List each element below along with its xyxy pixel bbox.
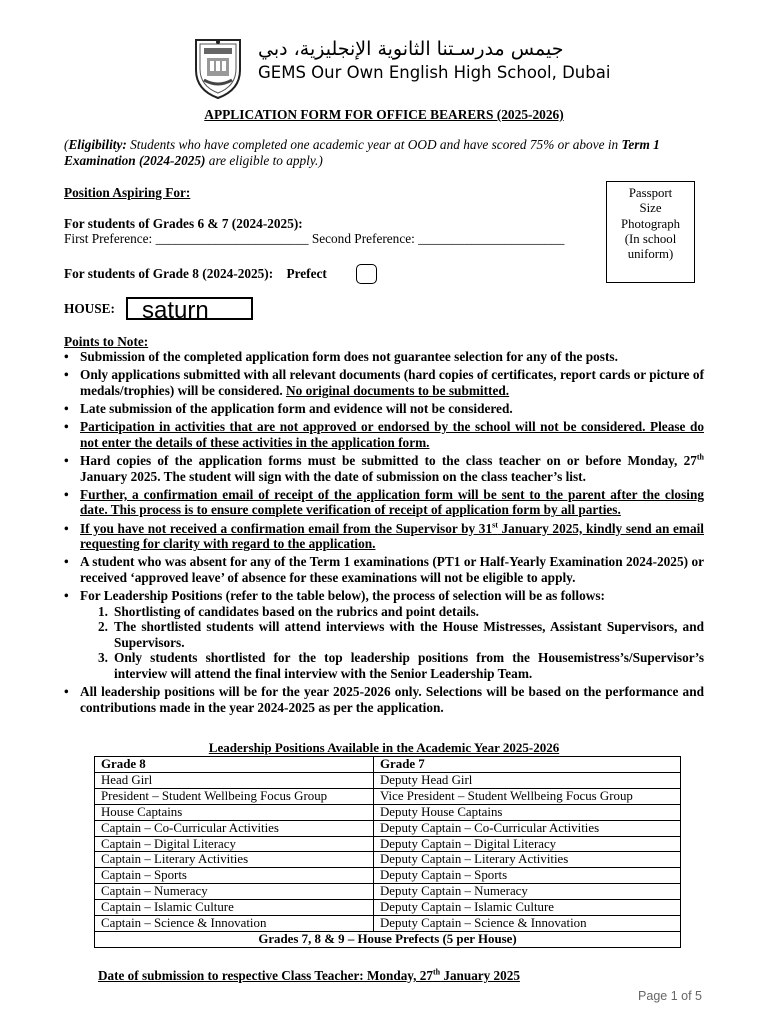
photo-box-line: (In school [624, 231, 677, 246]
eligibility-note: (Eligibility: Students who have completed one academic year at OOD and have scored 75% or above in Term 1 Examination (2024-2025) are eligible to apply.) [64, 137, 660, 168]
list-item: • Hard copies of the application forms must be submitted to the class teacher on or before Monday, 27th January 2025. The student will sign with the date of submission on the class teacher’s list. [64, 453, 704, 484]
table-row [95, 852, 681, 868]
points-list [64, 349, 704, 718]
photo-box-line: Photograph [620, 216, 680, 231]
list-item: • For Leadership Positions (refer to the table below), the process of selection will be as follows: 1. Shortlisting of candidates based on the rubrics and point details. 2. The shortlisted students will attend interviews with the House Mistresses, Assistant Supervisors, and Supervisors. 3. Only students shortlisted for the top leadership positions from the Housemistress’s/Supervisor’s interview will attend the final interview with the Senior Leadership Team. [64, 588, 704, 682]
points-heading: Points to Note: [64, 334, 149, 349]
table-cell: Captain – Science & Innovation [95, 916, 374, 932]
second-preference-label: Second Preference: [311, 231, 415, 246]
list-item: • Only applications submitted with all relevant documents (hard copies of certificates, report cards or picture of medals/trophies) will be considered. No original documents to be submitted. [64, 367, 704, 398]
table-cell: Deputy Captain – Islamic Culture [374, 900, 681, 916]
school-crest-icon [190, 36, 246, 100]
list-item: • Further, a confirmation email of receipt of the application form will be sent to the parent after the closing date. This process is to ensure complete verification of receipt of application form by all parties. [64, 487, 704, 518]
table-row [95, 884, 681, 900]
table-cell: Deputy Captain – Numeracy [374, 884, 681, 900]
list-item: • All leadership positions will be for the year 2025-2026 only. Selections will be based on the performance and contributions made in the year 2024-2025 as per the application. [64, 684, 704, 715]
list-item: • Participation in activities that are not approved or endorsed by the school will not be considered. Please do not enter the details of these activities in the application form. [64, 419, 704, 450]
selection-step: 1. Shortlisting of candidates based on the rubrics and point details. [98, 603, 479, 619]
house-label: HOUSE: [64, 301, 115, 316]
table-cell: Deputy Head Girl [374, 772, 681, 788]
prefect-checkbox[interactable] [356, 264, 377, 284]
table-row [95, 916, 681, 932]
grade-8-heading: For students of Grade 8 (2024-2025): [64, 266, 274, 281]
photo-box-line: uniform) [627, 247, 674, 262]
table-row [95, 900, 681, 916]
table-row [95, 788, 681, 804]
selection-step: 3. Only students shortlisted for the top leadership positions from the Housemistress’s/Supervisor’s interview will attend the final interview with the Senior Leadership Team. [98, 650, 704, 682]
table-row [95, 868, 681, 884]
grades-6-7-heading: For students of Grades 6 & 7 (2024-2025): [64, 216, 303, 231]
table-cell: Deputy Captain – Co-Curricular Activities [374, 820, 681, 836]
list-item: • A student who was absent for any of the Term 1 examinations (PT1 or Half-Yearly Examination 2024-2025) or received ‘approved leave’ of absence for these examinations will not be eligible to apply. [64, 554, 704, 585]
list-item: • Late submission of the application form and evidence will not be considered. [64, 401, 704, 417]
table-cell: House Captains [95, 804, 374, 820]
table-cell: Deputy Captain – Digital Literacy [374, 836, 681, 852]
table-cell: Deputy Captain – Sports [374, 868, 681, 884]
table-cell: Deputy Captain – Science & Innovation [374, 916, 681, 932]
column-header-grade-7: Grade 7 [374, 757, 681, 773]
selection-step: 2. The shortlisted students will attend interviews with the House Mistresses, Assistant Supervisors, and Supervisors. [98, 619, 704, 650]
table-row [95, 772, 681, 788]
school-name: GEMS Our Own English High School, Dubai [258, 63, 611, 82]
table-cell: Captain – Islamic Culture [95, 900, 374, 916]
school-name-arabic: جيمس مدرسـتنا الثانوية الإنجليزية، دبي [258, 38, 564, 60]
eligibility-term: Term 1 Examination (2024-2025) [64, 137, 660, 168]
photo-box-line: Size [639, 201, 662, 216]
house-input[interactable]: saturn [126, 297, 253, 320]
leadership-positions-table [94, 756, 681, 948]
photo-box-line: Passport [628, 186, 673, 200]
table-cell: President – Student Wellbeing Focus Group [95, 788, 374, 804]
table-footer-row [95, 931, 681, 947]
first-preference-label: First Preference: [64, 231, 153, 246]
second-preference-field[interactable]: ______________________ [418, 231, 565, 246]
table-cell: Deputy House Captains [374, 804, 681, 820]
passport-photo-box [606, 181, 695, 283]
position-heading: Position Aspiring For: [64, 185, 191, 200]
table-cell: Deputy Captain – Literary Activities [374, 852, 681, 868]
table-cell: Head Girl [95, 772, 374, 788]
house-prefects-note: Grades 7, 8 & 9 – House Prefects (5 per House) [95, 931, 681, 947]
table-cell: Captain – Sports [95, 868, 374, 884]
page-number: Page 1 of 5 [638, 989, 702, 1003]
table-cell: Captain – Literary Activities [95, 852, 374, 868]
grades-6-7-preferences [64, 231, 564, 247]
submission-date: Date of submission to respective Class Teacher: Monday, 27th January 2025 [98, 967, 520, 983]
table-cell: Captain – Digital Literacy [95, 836, 374, 852]
form-title: APPLICATION FORM FOR OFFICE BEARERS (2025-2026) [204, 107, 564, 122]
grade-8-row [64, 266, 327, 282]
prefect-label: Prefect [286, 266, 327, 281]
table-header-row [95, 757, 681, 773]
page-total: 5 [695, 989, 702, 1003]
table-row [95, 836, 681, 852]
table-cell: Captain – Numeracy [95, 884, 374, 900]
first-preference-field[interactable]: _______________________ [155, 231, 309, 246]
list-item: • Submission of the completed application form does not guarantee selection for any of the posts. [64, 349, 704, 365]
table-row [95, 820, 681, 836]
table-row [95, 804, 681, 820]
table-cell: Vice President – Student Wellbeing Focus Group [374, 788, 681, 804]
table-title: Leadership Positions Available in the Academic Year 2025-2026 [208, 740, 560, 755]
list-item: • If you have not received a confirmation email from the Supervisor by 31st January 2025, kindly send an email requesting for clarity with regard to the application. [64, 521, 704, 552]
page-current: 1 [670, 989, 678, 1003]
column-header-grade-8: Grade 8 [95, 757, 374, 773]
table-cell: Captain – Co-Curricular Activities [95, 820, 374, 836]
eligibility-label: Eligibility: [68, 137, 127, 152]
